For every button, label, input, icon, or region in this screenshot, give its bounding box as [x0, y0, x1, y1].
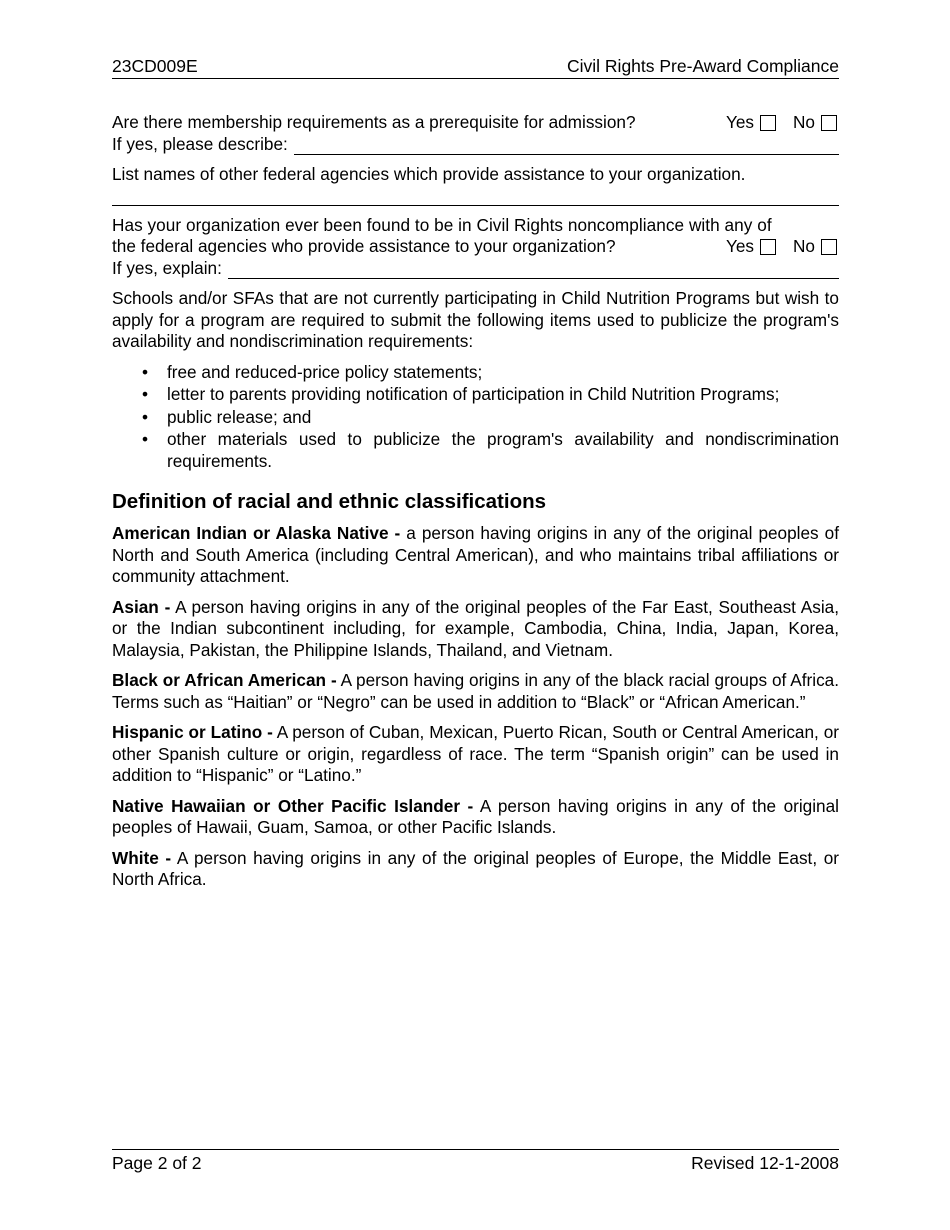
document-page — [112, 0, 839, 1230]
list-item: • letter to parents providing notification of participation in Child Nutrition Programs; — [142, 384, 780, 404]
definition-black — [112, 670, 839, 713]
noncompliance-yes-label: Yes — [725, 236, 755, 256]
bullet-glyph: • — [142, 406, 149, 427]
noncompliance-explain-field[interactable] — [228, 260, 839, 279]
revised-date: Revised 12-1-2008 — [691, 1153, 839, 1173]
definition-white — [112, 848, 839, 891]
definition-text: A person having origins in any of the original peoples of Hawaii, Guam, Samoa, or other Pacific Islands. — [112, 795, 839, 837]
bullet-glyph: • — [142, 384, 149, 404]
membership-yes-checkbox[interactable] — [760, 115, 776, 131]
page-footer — [112, 1149, 839, 1173]
noncompliance-question-line1: Has your organization ever been found to be in Civil Rights noncompliance with any of — [112, 214, 772, 235]
definition-native-hawaiian — [112, 796, 839, 839]
membership-no-label: No — [793, 112, 815, 132]
definition-text: A person having origins in any of the original peoples of Europe, the Middle East, or North Africa. — [112, 847, 840, 889]
membership-describe-label: If yes, please describe: — [112, 133, 288, 154]
membership-yes-no — [726, 112, 837, 134]
list-item: • free and reduced-price policy statements; — [142, 361, 483, 382]
page-number: Page 2 of 2 — [112, 1153, 202, 1173]
definition-term: Hispanic or Latino - — [112, 722, 273, 742]
doc-title: Civil Rights Pre-Award Compliance — [567, 56, 839, 76]
agencies-answer-field[interactable] — [112, 186, 839, 206]
membership-no-checkbox[interactable] — [821, 115, 837, 131]
definition-text: A person having origins in any of the original peoples of the Far East, Southeast Asia, or the Indian subcontinent including, for example, Cambodia, China, India, Japan, Korea, Malaysia, Pakistan, the Philippine Islands, Thailand, and Vietnam. — [112, 596, 839, 660]
noncompliance-no-label: No — [793, 236, 815, 256]
definition-term: Black or African American - — [112, 670, 337, 690]
definitions-list — [112, 523, 839, 891]
list-item: • public release; and — [142, 406, 312, 427]
noncompliance-yes-checkbox[interactable] — [760, 239, 776, 255]
definition-term: American Indian or Alaska Native - — [112, 523, 401, 543]
noncompliance-no-checkbox[interactable] — [821, 239, 837, 255]
definition-hispanic — [112, 722, 839, 787]
definition-term: White - — [112, 847, 172, 868]
agencies-question — [112, 164, 839, 206]
noncompliance-question — [112, 215, 839, 280]
noncompliance-yes-no — [726, 236, 837, 258]
requirements-list — [112, 362, 839, 473]
doc-code: 23CD009E — [112, 56, 198, 76]
membership-question-text: Are there membership requirements as a prerequisite for admission? — [112, 112, 636, 132]
noncompliance-question-line2: the federal agencies who provide assistance to your organization? — [112, 236, 616, 256]
definition-term: Native Hawaiian or Other Pacific Islander - — [112, 795, 474, 816]
bullet-glyph: • — [142, 429, 149, 449]
definition-term: Asian - — [112, 596, 171, 617]
noncompliance-explain-label: If yes, explain: — [112, 257, 222, 278]
page-content — [112, 112, 839, 891]
definition-text: a person having origins in any of the original peoples of North and South America (including Central American), and who maintains tribal affiliations or community attachment. — [112, 523, 839, 586]
definition-asian — [112, 597, 839, 662]
list-item: • other materials used to publicize the program's availability and nondiscrimination requirements. — [142, 429, 839, 471]
definition-american-indian — [112, 523, 839, 588]
definition-text: A person of Cuban, Mexican, Puerto Rican, South or Central American, or other Spanish culture or origin, regardless of race. The term “Spanish origin” can be used in addition to “Hispanic” or “Latino.” — [112, 722, 839, 785]
page-header — [112, 56, 839, 79]
agencies-question-text: List names of other federal agencies which provide assistance to your organization. — [112, 164, 746, 184]
bullet-glyph: • — [142, 361, 149, 382]
schools-paragraph: Schools and/or SFAs that are not currently participating in Child Nutrition Programs but wish to apply for a program are required to submit the following items used to publicize the program's availability and nondiscrimination requirements: — [112, 288, 839, 351]
membership-question — [112, 112, 839, 155]
definition-text: A person having origins in any of the black racial groups of Africa. Terms such as “Haitian” or “Negro” can be used in addition to “Black” or “African American.” — [112, 670, 839, 712]
definitions-heading: Definition of racial and ethnic classifications — [112, 490, 547, 513]
membership-describe-field[interactable] — [294, 136, 839, 155]
membership-yes-label: Yes — [725, 112, 755, 132]
